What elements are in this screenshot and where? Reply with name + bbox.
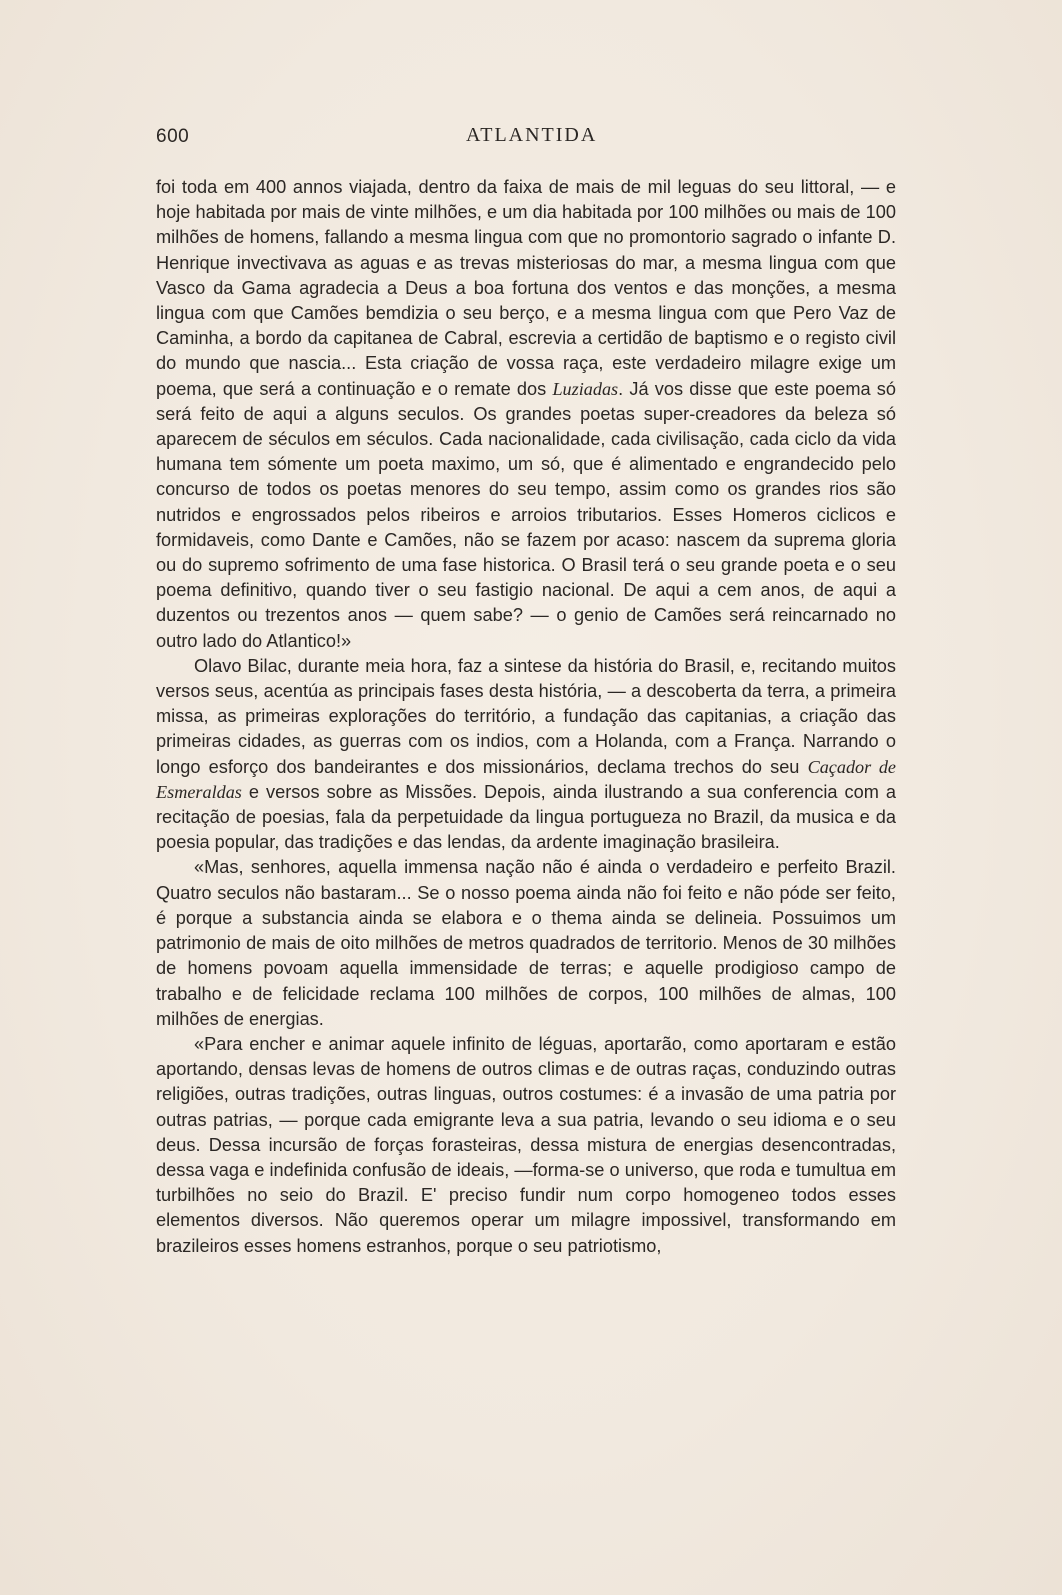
text-run: «Para encher e animar aquele infinito de léguas, aportarão, como aportaram e estão aportando, densas levas de homens de outros climas e de outras raças, conduzindo outras religiões, outras tradições, outras linguas, outros costumes: é a invasão de uma patria por outras patrias, — porque cada emigrante leva a sua patria, levando o seu idioma e o seu deus. Dessa incursão de forças forasteiras, dessa mistura de energias desencontradas, dessa vaga e indefinida confusão de ideais, —forma-se o universo, que roda e tumultua em turbilhões no seio do Brazil. E' preciso fundir num corpo homogeneo todos esses elementos diversos. Não queremos operar um milagre impossivel, transformando em brazileiros esses homens estranhos, porque o seu patriotismo, bbox=[156, 1033, 896, 1256]
text-run: . Já vos disse que este poema só será feito de aqui a alguns seculos. Os grandes poetas super-creadores da beleza só aparecem de séculos em séculos. Cada nacionalidade, cada civilisação, cada ciclo da vida humana tem sómente um poeta maximo, um só, que é alimentado e engrandecido pelo concurso de todos os poetas menores do seu tempo, assim como os grandes rios são nutridos e engrossados pelos ribeiros e arroios tributarios. Esses Homeros ciclicos e formidaveis, como Dante e Camões, não se fazem por acaso: nascem da suprema gloria ou do supremo sofrimento de uma fase historica. O Brasil terá o seu grande poeta e o seu poema definitivo, quando tiver o seu fastigio nacional. De aqui a cem anos, de aqui a duzentos ou trezentos anos — quem sabe? — o genio de Camões será reincarnado no outro lado do Atlantico!» bbox=[156, 378, 897, 651]
text-run: Olavo Bilac, durante meia hora, faz a sintese da história do Brasil, e, recitando muitos versos seus, acentúa as principais fases desta história, — a descoberta da terra, a primeira missa, as primeiras explorações do território, a fundação das capitanias, a criação das primeiras cidades, as guerras com os indios, com a Holanda, com a França. Narrando o longo esforço dos bandeirantes e dos missionários, declama trechos do seu bbox=[156, 655, 896, 777]
book-title-cacador: Caçador de Esmeraldas bbox=[156, 756, 897, 802]
page-header bbox=[156, 120, 896, 152]
text-run: foi toda em 400 annos viajada, dentro da faixa de mais de mil leguas do seu littoral, — e hoje habitada por mais de vinte milhões, e um dia habitada por 100 milhões ou mais de 100 milhões de homens, fallando a mesma lingua com que no promontorio sagrado o infante D. Henrique invectivava as aguas e as trevas misteriosas do mar, a mesma lingua com que Vasco da Gama agradecia a Deus a boa fortuna dos ventos e das monções, a mesma lingua com que Camões bemdizia o seu berço, e a mesma lingua com que Pero Vaz de Caminha, a bordo da capitanea de Cabral, escrevia a certidão de baptismo e o registo civil do mundo que nascia... Esta criação de vossa raça, este verdadeiro milagre exige um poema, que será a continuação e o remate dos bbox=[156, 177, 896, 399]
paragraph bbox=[156, 175, 896, 654]
paragraph bbox=[156, 654, 896, 856]
paragraph bbox=[156, 1032, 896, 1259]
running-title: ATLANTIDA bbox=[466, 124, 598, 146]
body-text bbox=[156, 175, 896, 1259]
text-run: «Mas, senhores, aquella immensa nação não é ainda o verdadeiro e perfeito Brazil. Quatro seculos não bastaram... Se o nosso poema ainda não foi feito e não póde ser feito, é porque a substancia ainda se elabora e o thema ainda se delineia. Possuimos um patrimonio de mais de oito milhões de metros quadrados de territorio. Menos de 30 milhões de homens povoam aquella immensidade de terras; e aquelle prodigioso campo de trabalho e de felicidade reclama 100 milhões de corpos, 100 milhões de almas, 100 milhões de energias. bbox=[156, 857, 896, 1029]
page-number: 600 bbox=[156, 126, 190, 147]
paragraph bbox=[156, 855, 896, 1031]
text-run: e versos sobre as Missões. Depois, ainda ilustrando a sua conferencia com a recitação de poesias, fala da perpetuidade da lingua portugueza no Brazil, da musica e da poesia popular, das tradições e das lendas, da ardente imaginação brasileira. bbox=[156, 781, 896, 853]
book-title-luziadas: Luziadas bbox=[552, 378, 619, 399]
